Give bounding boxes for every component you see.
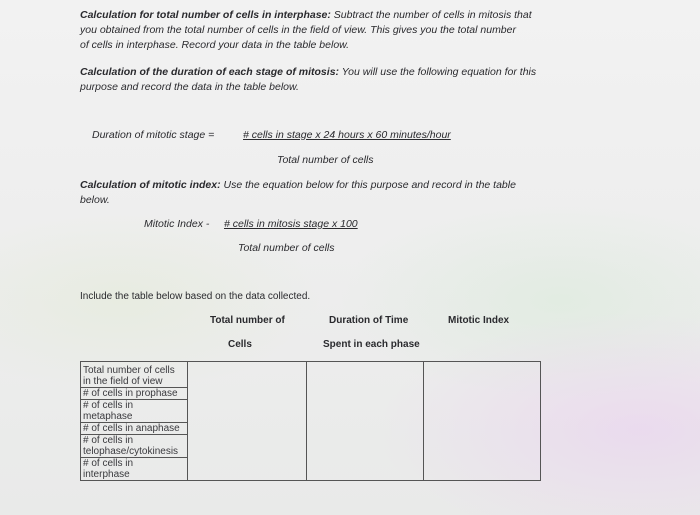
table-row-prophase	[81, 388, 187, 400]
row-label-line: # of cells in anaphase	[83, 423, 180, 434]
table-row-interphase	[81, 458, 187, 480]
duration-equation-label: Duration of mitotic stage =	[92, 129, 215, 141]
mitotic-index-equation-label: Mitotic Index -	[144, 218, 210, 230]
total-cells-column[interactable]	[188, 362, 307, 481]
interphase-instructions	[80, 8, 580, 53]
mitotic-index-title: Calculation of mitotic index:	[80, 179, 221, 191]
duration-text-2: purpose and record the data in the table below.	[80, 81, 299, 93]
duration-instructions	[80, 65, 580, 95]
interphase-text-1: Subtract the number of cells in mitosis that	[330, 9, 532, 21]
header-mitotic-index: Mitotic Index	[448, 315, 510, 326]
table-row-anaphase	[81, 423, 187, 435]
duration-title: Calculation of the duration of each stage of mitosis:	[80, 66, 340, 78]
mitotic-index-equation-denominator: Total number of cells	[238, 242, 335, 254]
duration-text-1: You will use the following equation for this	[339, 66, 537, 78]
interphase-text-2: you obtained from the total number of cells in the field of view. This gives you the total number	[80, 24, 516, 36]
table-row-telophase	[81, 435, 187, 458]
row-label-line: in the field of view	[83, 376, 163, 387]
mitotic-index-column[interactable]	[424, 362, 541, 481]
table-row-metaphase	[81, 400, 187, 423]
row-label-line: interphase	[83, 469, 130, 480]
table-row-total-cells	[81, 362, 187, 388]
header-total-cells-2: Cells	[228, 339, 252, 350]
duration-equation-numerator: # cells in stage x 24 hours x 60 minutes/hour	[243, 129, 451, 141]
row-label-line: Total number of cells	[83, 365, 175, 376]
header-total-cells-1: Total number of	[210, 315, 285, 326]
header-duration-1: Duration of Time	[329, 315, 409, 326]
mitotic-index-equation-numerator: # cells in mitosis stage x 100	[224, 218, 358, 230]
mitotic-index-text-1: Use the equation below for this purpose and record in the table	[220, 179, 516, 191]
header-duration-2: Spent in each phase	[323, 339, 420, 350]
row-label-line: # of cells in	[83, 458, 134, 469]
row-labels-column	[81, 362, 188, 481]
mitotic-index-instructions	[80, 178, 580, 208]
duration-equation-denominator: Total number of cells	[277, 154, 374, 166]
duration-column[interactable]	[307, 362, 424, 481]
row-label-line: # of cells in	[83, 435, 134, 446]
row-label-line: telophase/cytokinesis	[83, 446, 179, 457]
table-intro: Include the table below based on the data collected.	[80, 291, 311, 302]
row-label-line: metaphase	[83, 411, 133, 422]
data-table	[80, 361, 541, 481]
mitotic-index-text-2: below.	[80, 194, 110, 206]
row-label-line: # of cells in	[83, 400, 134, 411]
interphase-title: Calculation for total number of cells in interphase:	[80, 9, 331, 21]
row-label-line: # of cells in prophase	[83, 388, 178, 399]
interphase-text-3: of cells in interphase. Record your data in the table below.	[80, 39, 350, 51]
